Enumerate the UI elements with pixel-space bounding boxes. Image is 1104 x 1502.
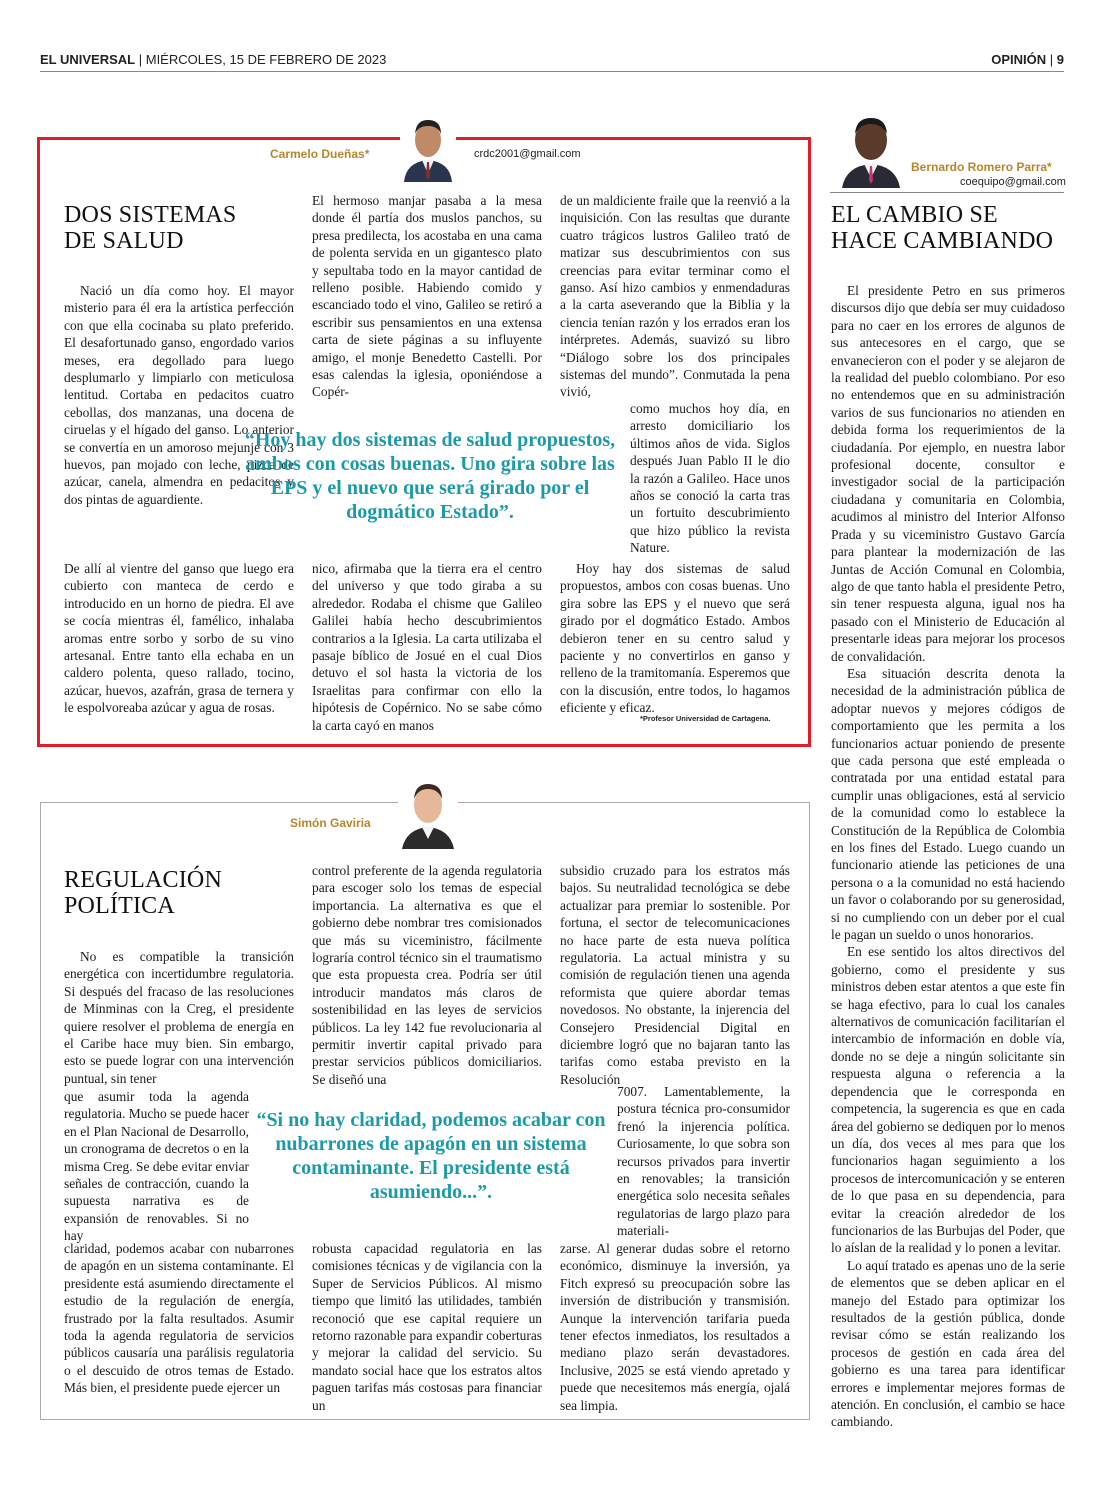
section-label: OPINIÓN | 9 [991,52,1064,67]
paragraph: En ese sentido los altos directivos del gobierno, como el presidente y sus ministros deben estar atentos a que este fin se haga efectivo, para lo cual los canales alternativos de comunicación facilitarían el intercambio de información en doble vía, donde no se deje a ningún solicitante sin respuesta alguna o referencia a la dependencia que le corresponda en competencia, la sugerencia es que en cada área del gobierno se dediquen por lo menos un día, dos veces al mes para que los funcionarios hagan seguimiento a los procesos de intercomunicación y se enteren de lo que pasa en su dependencia, para evitar la creación alrededor de los funcionarios de las Burbujas del Poder, que lo aíslan de la realidad y lo ponen a levitar. [831,944,1065,1256]
article-column-1b [64,1088,249,1245]
paragraph: nico, afirmaba que la tierra era el centro del universo y que todo giraba a su alrededor. Rodaba el chisme que Galileo Galilei había hecho descubrimientos contrarios a la Iglesia. La carta utilizaba el pasaje bíblico de Josué en el cual Dios detuvo el sol hasta la victoria de los Israelitas para confirmar con ello la hipótesis de Copérnico. No se sabe cómo la carta cayó en manos [312,561,542,733]
section-name: OPINIÓN [991,52,1047,67]
article-column [831,282,1065,1431]
paragraph: robusta capacidad regulatoria en las comisiones técnicas y de vigilancia con la Super de Servicios Públicos. Al mismo tiempo que limitó las utilidades, también reconoció que ese capital requiere un retorno razonable para expandir coberturas y mejorar la calidad del servicio. Su mandato social hace que los estratos altos paguen tarifas más costosas para financiar un [312,1241,542,1413]
author-byline: Carmelo Dueñas* [270,147,370,161]
article-column-2b [312,560,542,734]
paragraph: El presidente Petro en sus primeros discursos dijo que debía ser muy cuidadoso para no caer en los errores de algunos de sus antecesores en el cargo, que se envanecieron con el poder y se alejaron de la realidad del pueblo colombiano. Por eso no entendemos que en su administración varios de sus funcionarios no atienden en debida forma los requerimientos de la ciudadanía. Por ejemplo, en nuestra labor profesional docente, consultor e investigador social de la participación ciudadana y comunitaria en Colombia, acudimos al ministro del Interior Alfonso Prada y su viceministro Gustavo García para plantear la modernización de las Juntas de Acción Comunal en Colombia, algo de que tanto habla el presidente Petro, sin tener respuesta alguna, igual nos ha pasado con el Ministerio de Educación al presentarle ideas para mejorar los procesos de convalidación. [831,283,1065,664]
byline-divider [830,192,1064,193]
issue-date: MIÉRCOLES, 15 DE FEBRERO DE 2023 [145,52,387,67]
article-column-3c [560,560,790,717]
pull-quote: “Si no hay claridad, podemos acabar con nubarrones de apagón en un sistema contaminante. El presidente está asumiendo...”. [256,1109,606,1203]
masthead: EL UNIVERSAL | MIÉRCOLES, 15 DE FEBRERO DE 2023 [40,52,387,67]
paragraph: zarse. Al generar dudas sobre el retorno económico, disminuye la inversión, ya Fitch expresó su preocupación sobre las inversión de distribución y transmisión. Aunque la intervención tarifaria pueda tener efectos inmediatos, los resultados a mediano plazo serán devastadores. Inclusive, 2025 se está viendo apretado y puede que necesitemos más energía, ojalá sea limpia. [560,1241,790,1413]
paragraph: De allí al vientre del ganso que luego era cubierto con manteca de cerdo e introducido en un horno de piedra. El ave se cocía mientras él, famélico, inhalaba aromas entre sorbo y sorbo de su vino artesanal. Entre tanto ella echaba en un caldero polenta, queso rallado, tocino, azúcar, huevos, azafrán, grasa de ternera y le espolvoreaba azúcar y agua de rosas. [64,561,294,716]
article-column-2a [312,192,542,401]
article-headline: DOS SISTEMAS DE SALUD [64,202,237,254]
paragraph: El hermoso manjar pasaba a la mesa donde él partía dos muslos panchos, su presa predilecta, los acostaba en una cama de polenta servida en un gigantesco plato y sepultaba todo en la mayor cantidad de relleno posible. Habiendo comido y escanciado todo el vino, Galileo se retiró a escribir sus pensamientos en una extensa carta de siete páginas a su influyente amigo, el monje Benedetto Castelli. Por esas calendas la iglesia, oponiéndose a Copér- [312,193,542,400]
paragraph: control preferente de la agenda regulatoria para escoger solo los temas de especial importancia. La alternativa es que el gobierno debe nombrar tres comisionados que más su viceministro, fácilmente lograría control técnico sin el traumatismo que esta propuesta crea. Podría ser útil introducir mandatos más claros de sostenibilidad en las leyes de servicios públicos. La ley 142 fue revolucionaria al permitir invertir capital privado para prestar servicios públicos domiciliarios. Se diseñó una [312,863,542,1087]
paragraph: Lo aquí tratado es apenas uno de la serie de elementos que se deben aplicar en el manejo del Estado para optimizar los resultados de la gestión pública, donde revisar cómo se están realizando los procesos de gestión en cada área del gobierno es una tarea para identificar errores e implementar mejores formas de atención. En conclusión, el cambio se hace cambiando. [831,1257,1065,1430]
article-column-3b [617,1083,790,1240]
page-number: 9 [1056,52,1064,67]
paragraph: No es compatible la transición energética con incertidumbre regulatoria. Si después del fracaso de las resoluciones de Minminas con la Creg, el presidente quiere resolver el problema de energía en el Caribe hace muy bien. Sin embargo, esto se puede lograr con una intervención puntual, sin tener [64,949,294,1086]
paragraph: Nació un día como hoy. El mayor misterio para él era la artística perfección con que ella cocinaba su plato preferido. El desafortunado ganso, engordado varios meses, era degollado para luego desplumarlo y limpiarlo con meticulosa lentitud. Cortaba en pedacitos cuatro cebollas, dos manzanas, una docena de ciruelas y el hígado del ganso. Lo anterior se convertía en un amoroso mejunje con 3 huevos, pan mojado con leche, pizca de azúcar, canela, almendra en pedacitos y dos pintas de aguardiente. [64,283,294,507]
article-column-1b [64,560,294,717]
article-column-3b [630,400,790,557]
author-photo [838,108,904,188]
author-byline: Bernardo Romero Parra* [911,160,1052,174]
article-column-2a [312,862,542,1088]
author-footnote: *Profesor Universidad de Cartagena. [640,714,771,723]
paragraph: de un maldiciente fraile que la reenvió a la inquisición. Con las resultas que durante cuatro trágicos lustros Galileo trató de matizar sus descubrimientos con sus creencias para evitar terminar como el ganso. Así hizo cambios y enmendaduras a la carta aseverando que la Biblia y la ciencia tenían razón y los errados eran los intérpretes. Además, suavizó su libro “Diálogo sobre los dos principales sistemas del mundo”. Conmutada la pena vivió, [560,193,790,400]
article-column-1c [64,1240,294,1397]
author-email[interactable]: coequipo@gmail.com [960,176,1066,188]
pull-quote: “Hoy hay dos sistemas de salud propuestos, ambos con cosas buenas. Uno gira sobre las EPS y el nuevo que será girado por el dogmático Estado”. [244,429,616,523]
header-divider [40,71,1064,72]
paragraph: que asumir toda la agenda regulatoria. Mucho se puede hacer en el Plan Nacional de Desarrollo, un cronograma de decretos o en la misma Creg. Se debe evitar enviar señales de contracción, cuando la supuesta narrativa es de expansión de renovables. Si no hay [64,1089,249,1244]
paragraph: Hoy hay dos sistemas de salud propuestos, ambos con cosas buenas. Uno gira sobre las EPS y el nuevo que será girado por el dogmático Estado. Ambos debieron tener en su centro salud y paciente y no convertirlos en ganso y relleno de la tramitomanía. Esperemos que con la discusión, entre todos, lo hagamos eficiente y eficaz. [560,561,790,716]
article-column-3a [560,862,790,1088]
author-email[interactable]: crdc2001@gmail.com [474,148,581,160]
newspaper-brand: EL UNIVERSAL [40,52,136,67]
paragraph: como muchos hoy día, en arresto domiciliario los últimos años de vida. Siglos después Juan Pablo II le dio la razón a Galileo. Hace unos años se conoció la carta tras un fortuito descubrimiento que hizo público la revista Nature. [630,401,790,556]
article-headline: EL CAMBIO SE HACE CAMBIANDO [831,202,1054,254]
article-column-1a [64,948,294,1087]
paragraph: Esa situación descrita denota la necesidad de la administración pública de adoptar nuevos y mejores códigos de comportamiento que les permita a los funcionarios actuar poniendo de presente que cada persona que esté empleada o contratada por una entidad estatal para cumplir unas obligaciones, está al servicio de la comunidad como lo establece la Constitución de la República de Colombia en los fines del Estado. Luego cuando un funcionario atiende las peticiones de una persona o a la comunidad no está haciendo un favor o colaborando por su generosidad, si no cumpliendo con un deber por el cual le pagan un sueldo o unos honorarios. [831,665,1065,943]
paragraph: claridad, podemos acabar con nubarrones de apagón en un sistema contaminante. El presidente está asumiendo directamente el estudio de la regulación de energía, frustrado por la falta resultados. Asumir toda la agenda regulatoria de servicios públicos causaría una parálisis regulatoria o el descuido de otros temas de Estado. Más bien, el presidente puede ejercer un [64,1241,294,1396]
article-column-3c [560,1240,790,1414]
article-column-2b [312,1240,542,1414]
author-photo [398,775,458,849]
author-byline: Simón Gaviria [290,816,371,830]
article-column-3a [560,192,790,401]
paragraph: subsidio cruzado para los estratos más bajos. Su neutralidad tecnológica se debe actualizar para premiar lo sostenible. Por fortuna, el sector de telecomunicaciones no hace parte de esta nueva política regulatoria. La actual ministra y su comisión de regulación tienen una agenda reformista que quiere abordar temas novedosos. No obstante, la injerencia del Consejero Presidencial Digital en diciembre logró que no bajaran tanto las tarifas como estaba previsto en la Resolución [560,863,790,1087]
paragraph: 7007. Lamentablemente, la postura técnica pro-consumidor frenó la injerencia política. Curiosamente, lo que sobra son recursos privados para invertir en renovables; la transición energética solo necesita señales regulatorias de largo plazo para materiali- [617,1084,790,1239]
article-headline: REGULACIÓN POLÍTICA [64,867,222,919]
author-photo [400,110,456,182]
